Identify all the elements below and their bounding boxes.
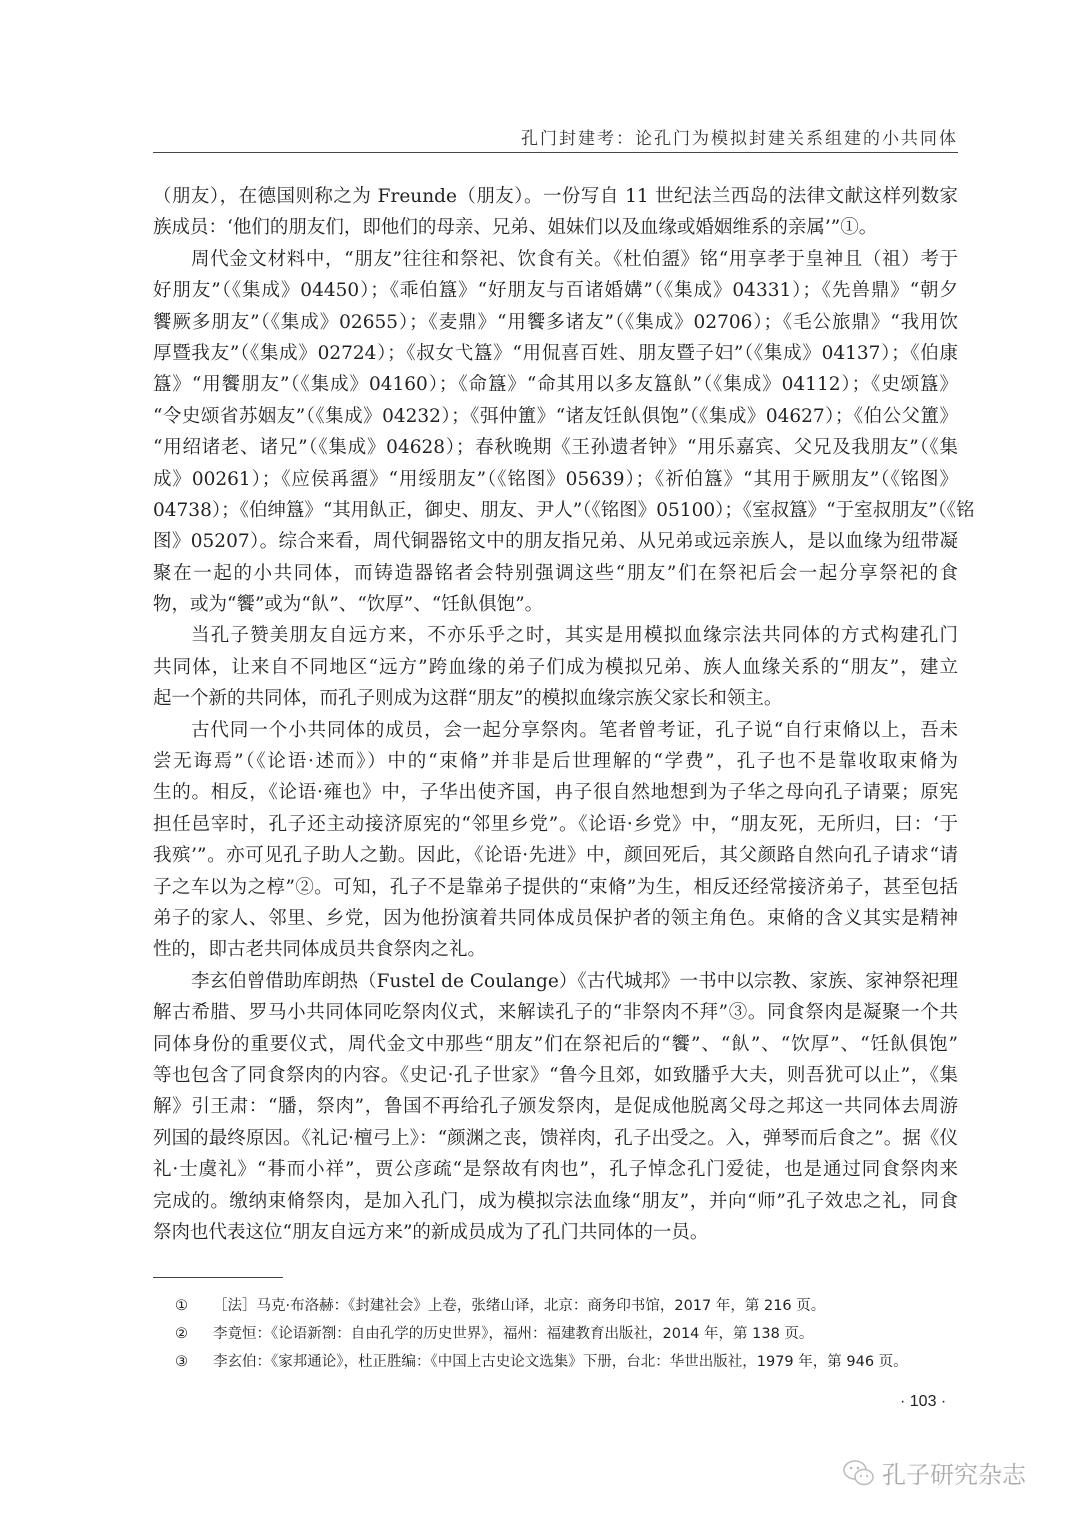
text-line: 聚在一起的小共同体，而铸造器铭者会特别强调这些“朋友”们在祭祀后会一起分享祭祀的食 <box>153 562 958 584</box>
text-line: 等也包含了同食祭肉的内容。《史记·孔子世家》“鲁今且郊，如致膰乎大夫，则吾犹可以止”，《集 <box>153 1064 958 1086</box>
text-line: 成》00261）；《应侯爯盨》“用绥朋友”（《铭图》05639）；《祈伯簋》“其用于厥朋友”（《铭图》 <box>153 468 958 490</box>
text-line: 生的。相反，《论语·雍也》中，子华出使齐国，冉子很自然地想到为子华之母向孔子请粟；原宪 <box>153 782 958 804</box>
header-divider <box>153 152 958 153</box>
text-line: 性的，即古老共同体成员共食祭肉之礼。 <box>153 939 487 961</box>
text-line: 好朋友”（《集成》04450）；《乖伯簋》“好朋友与百诸婚媾”（《集成》04331）；《先兽鼎》“朝夕 <box>153 280 958 302</box>
text-line: 厚暨我友”（《集成》02724）；《叔女弋簋》“用侃喜百姓、朋友暨子妇”（《集成》04137）；《伯康 <box>153 342 958 364</box>
text-line: 周代金文材料中，“朋友”往往和祭祀、饮食有关。《杜伯盨》铭“用享孝于皇神且（祖）考于 <box>191 248 958 270</box>
text-line: 担任邑宰时，孔子还主动接济原宪的“邻里乡党”。《论语·乡党》中，“朋友死，无所归，曰：‘于 <box>153 813 958 835</box>
text-line: “令史颂省苏姻友”（《集成》04232）；《弭仲簠》“诸友饪飤俱饱”（《集成》04627）；《伯公父簠》 <box>153 405 958 427</box>
paragraph <box>153 715 958 966</box>
text-line: 礼·士虞礼》“朞而小祥”，贾公彦疏“是祭故有肉也”，孔子悼念孔门爱徒，也是通过同食祭肉来 <box>153 1159 958 1181</box>
watermark-text: 孔子研究杂志 <box>882 1461 1026 1489</box>
text-line: （朋友），在德国则称之为 Freunde（朋友）。一份写自 11 世纪法兰西岛的法律文献这样列数家 <box>153 186 958 207</box>
text-line: 弟子的家人、邻里、乡党，因为他扮演着共同体成员保护者的领主角色。束脩的含义其实是精神 <box>153 907 958 929</box>
footnote-text: 李竟恒：《论语新劄：自由孔学的历史世界》，福州：福建教育出版社，2014 年，第 138 页。 <box>213 1326 814 1342</box>
text-line: 祭肉也代表这位“朋友自远方来”的新成员成为了孔门共同体的一员。 <box>153 1221 709 1243</box>
text-line: 子之车以为之椁”②。可知，孔子不是靠弟子提供的“束脩”为生，相反还经常接济弟子，甚至包括 <box>153 876 958 898</box>
article-body <box>153 181 975 1248</box>
paragraph <box>153 244 975 621</box>
footnote <box>175 1348 975 1376</box>
footnote <box>175 1320 975 1348</box>
text-line: “用绍诸老、诸兄”（《集成》04628）；春秋晚期《王孙遗者钟》“用乐嘉宾、父兄及我朋友”（《集 <box>153 437 958 459</box>
text-line: 完成的。缴纳束脩祭肉，是加入孔门，成为模拟宗法血缘“朋友”，并向“师”孔子效忠之礼，同食 <box>153 1190 958 1212</box>
watermark <box>842 1455 1026 1490</box>
text-line: 族成员：‘他们的朋友们，即他们的母亲、兄弟、姐妹们以及血缘或婚姻维系的亲属’”①。 <box>153 217 878 239</box>
text-line: 图》05207）。综合来看，周代铜器铭文中的朋友指兄弟、从兄弟或远亲族人，是以血缘为纽带凝 <box>153 531 958 553</box>
footnote <box>175 1292 975 1320</box>
footnotes <box>175 1292 975 1376</box>
text-line: 起一个新的共同体，而孔子则成为这群“朋友”的模拟血缘宗族父家长和领主。 <box>153 688 783 710</box>
paragraph <box>153 620 958 714</box>
text-line: 04738）；《伯绅簋》“其用飤正，御史、朋友、尹人”（《铭图》05100）；《室叔簋》“于室叔朋友”（《铭 <box>153 499 975 521</box>
text-line: 当孔子赞美朋友自远方来，不亦乐乎之时，其实是用模拟血缘宗法共同体的方式构建孔门 <box>191 625 958 647</box>
text-line: 同体身份的重要仪式，周代金文中那些“朋友”们在祭祀后的“饗”、“飤”、“饮厚”、“饪飤俱饱” <box>153 1033 958 1055</box>
text-line: 饗厥多朋友”（《集成》02655）；《麦鼎》“用饗多诸友”（《集成》02706）；《毛公旅鼎》“我用饮 <box>153 311 958 333</box>
footnote-text: ［法］马克·布洛赫：《封建社会》上卷，张绪山译，北京：商务印书馆，2017 年，第 216 页。 <box>213 1298 826 1314</box>
text-line: 解》引王肃：“膰，祭肉”，鲁国不再给孔子颁发祭肉，是促成他脱离父母之邦这一共同体去周游 <box>153 1096 958 1118</box>
footnote-number: ③ <box>175 1354 188 1370</box>
footnote-divider <box>153 1277 283 1278</box>
text-line: 解古希腊、罗马小共同体同吃祭肉仪式，来解读孔子的“非祭肉不拜”③。同食祭肉是凝聚一个共 <box>153 1002 958 1024</box>
footnote-number: ② <box>175 1326 188 1342</box>
wechat-icon <box>842 1458 876 1488</box>
text-line: 共同体，让来自不同地区“远方”跨血缘的弟子们成为模拟兄弟、族人血缘关系的“朋友”，建立 <box>153 656 958 678</box>
paragraph <box>153 181 958 244</box>
footnote-number: ① <box>175 1298 188 1314</box>
footnote-text: 李玄伯：《家邦通论》，杜正胜编：《中国上古史论文选集》下册，台北：华世出版社，1979 年，第 946 页。 <box>213 1354 908 1370</box>
text-line: 物，或为“饗”或为“飤”、“饮厚”、“饪飤俱饱”。 <box>153 594 544 616</box>
text-line: 簋》“用饗朋友”（《集成》04160）；《命簋》“命其用以多友簋飤”（《集成》04112）；《史颂簋》 <box>153 374 958 396</box>
text-line: 尝无诲焉”（《论语·述而》）中的“束脩”并非是后世理解的“学费”，孔子也不是靠收取束脩为 <box>153 751 958 773</box>
text-line: 列国的最终原因。《礼记·檀弓上》：“颜渊之丧，馈祥肉，孔子出受之。入，弹琴而后食之”。据《仪 <box>153 1127 958 1149</box>
running-header: 孔门封建考：论孔门为模拟封建关系组建的小共同体 <box>521 129 958 149</box>
page-number: · 103 · <box>900 1393 947 1410</box>
text-line: 我殡’”。亦可见孔子助人之勤。因此，《论语·先进》中，颜回死后，其父颜路自然向孔子请求“请 <box>153 845 958 867</box>
paragraph <box>153 966 958 1249</box>
text-line: 古代同一个小共同体的成员，会一起分享祭肉。笔者曾考证，孔子说“自行束脩以上，吾未 <box>191 719 958 741</box>
text-line: 李玄伯曾借助库朗热（Fustel de Coulange）《古代城邦》一书中以宗教、家族、家神祭祀理 <box>191 970 958 992</box>
